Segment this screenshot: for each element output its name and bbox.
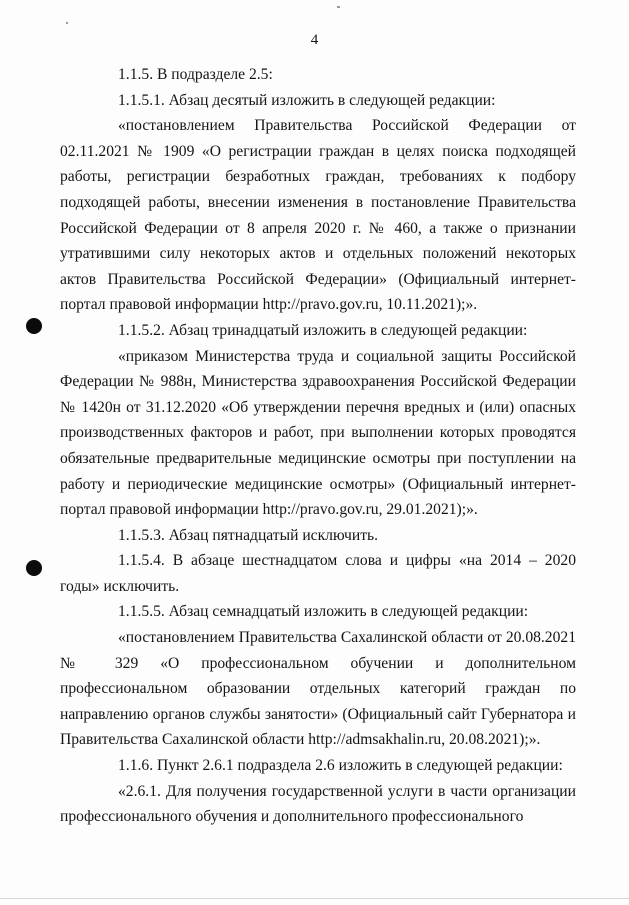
- paragraph-1-1-5-4: 1.1.5.4. В абзаце шестнадцатом слова и цифры «на 2014 – 2020 годы» исключить.: [60, 552, 576, 595]
- paragraph-quote-988n: «приказом Министерства труда и социальной защиты Российской Федерации № 988н, Министерства здравоохранения Российской Федерации № 1420н от 31.12.2020 «Об утверждении перечня вредных и (или) опасных производственных факторов и работ, при выполнении которых проводятся обязательные предварительные медицинские осмотры при поступлении на работу и периодические медицинские осмотры» (Официальный интернет-портал правовой информации http://pravo.gov.ru, 29.01.2021);».: [60, 347, 576, 519]
- paragraph-quote-1909: «постановлением Правительства Российской Федерации от 02.11.2021 № 1909 «О регистрации граждан в целях поиска подходящей работы, регистрации безработных граждан, требованиях к подбору подходящей работы, внесении изменения в постановление Правительства Российской Федерации от 8 апреля 2020 г. № 460, а также о признании утратившими силу некоторых актов и отдельных положений некоторых актов Правительства Российской Федерации» (Официальный интернет-портал правовой информации http://pravo.gov.ru, 10.11.2021);».: [60, 117, 576, 314]
- paragraph-1-1-6: 1.1.6. Пункт 2.6.1 подраздела 2.6 изложить в следующей редакции:: [118, 757, 563, 775]
- document-body: [60, 62, 576, 830]
- paragraph-1-1-5-5: 1.1.5.5. Абзац семнадцатый изложить в следующей редакции:: [118, 603, 529, 621]
- paragraph-1-1-5-1: 1.1.5.1. Абзац десятый изложить в следующей редакции:: [118, 91, 496, 109]
- paragraph-quote-329: «постановлением Правительства Сахалинской области от 20.08.2021 № 329 «О профессиональном обучении и дополнительном профессиональном образовании отдельных категорий граждан по направлению органов службы занятости» (Официальный сайт Губернатора и Правительства Сахалинской области http://admsakhalin.ru, 20.08.2021);».: [60, 629, 576, 749]
- paragraph-quote-2-6-1: «2.6.1. Для получения государственной услуги в части организации профессионального обучения и дополнительного профессионального: [60, 782, 576, 826]
- paragraph-1-1-5: 1.1.5. В подразделе 2.5:: [118, 66, 273, 83]
- scan-mark-top: [337, 6, 340, 8]
- paragraph-1-1-5-2: 1.1.5.2. Абзац тринадцатый изложить в следующей редакции:: [118, 321, 528, 339]
- page-number: 4: [310, 32, 319, 48]
- scan-mark-left: [66, 22, 68, 24]
- scan-edge-bottom: [0, 898, 629, 899]
- punch-hole-top: [26, 318, 42, 334]
- paragraph-1-1-5-3: 1.1.5.3. Абзац пятнадцатый исключить.: [118, 526, 379, 544]
- punch-hole-bottom: [26, 560, 42, 576]
